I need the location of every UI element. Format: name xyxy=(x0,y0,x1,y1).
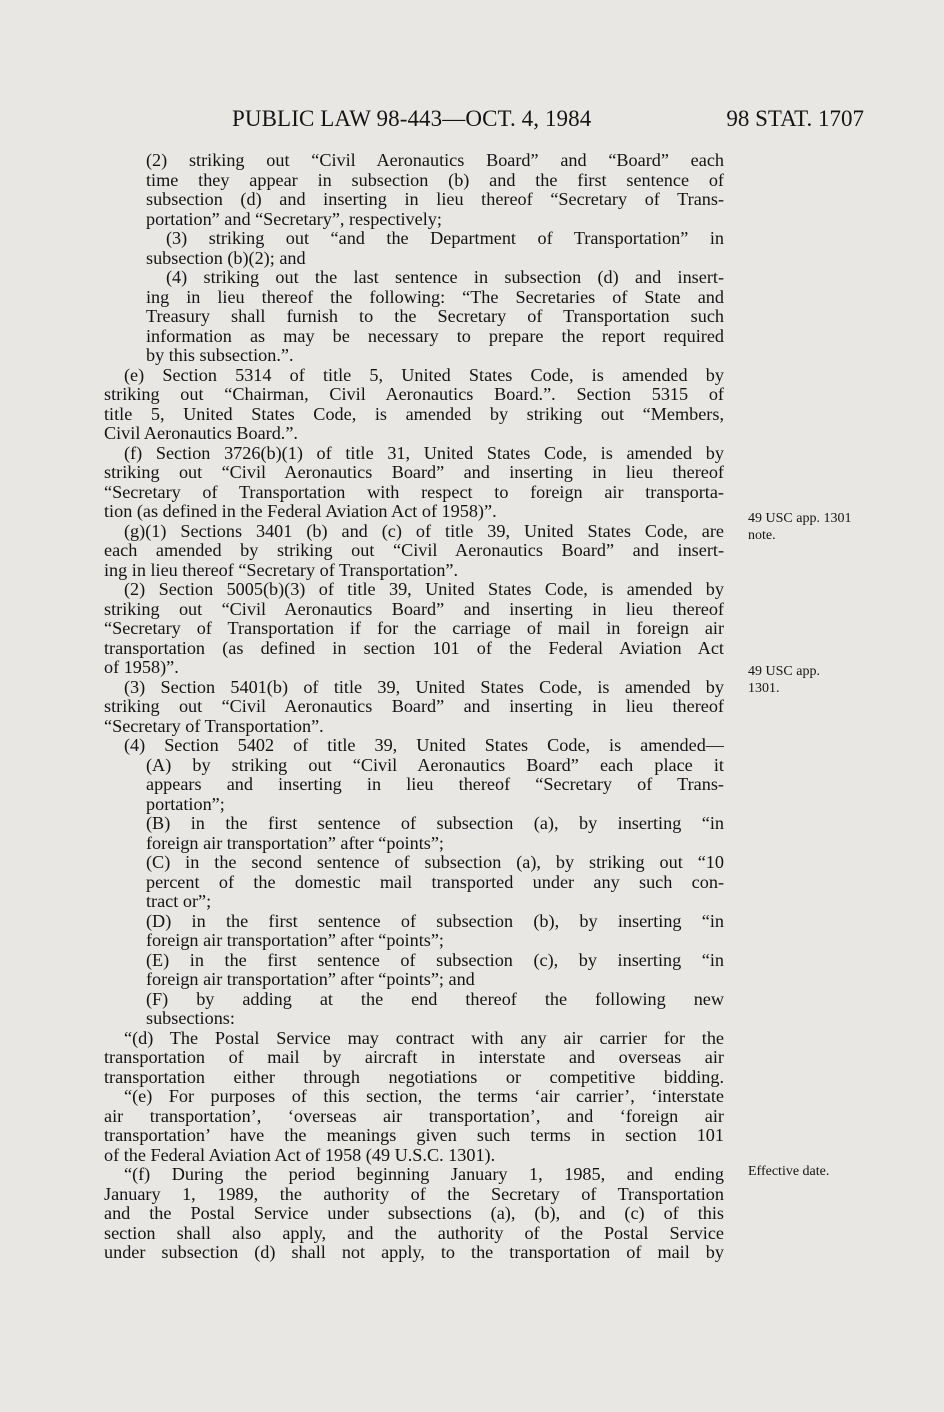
text-line: section shall also apply, and the authority of the Postal Service xyxy=(104,1222,724,1243)
text-line: “(d) The Postal Service may contract with any air carrier for the xyxy=(124,1027,724,1048)
text-line: (2) Section 5005(b)(3) of title 39, United States Code, is amended by xyxy=(124,579,724,599)
text-line: subsection (b)(2); and xyxy=(146,247,306,268)
text-line: transportation of mail by aircraft in interstate and overseas air xyxy=(104,1047,724,1067)
text-line: striking out “Civil Aeronautics Board” and inserting in lieu thereof xyxy=(104,696,724,716)
text-line: (2) striking out “Civil Aeronautics Board” and “Board” each xyxy=(146,150,724,170)
text-line: tract or”; xyxy=(146,891,212,911)
body-text xyxy=(104,151,724,1263)
text-line: portation” and “Secretary”, respectively; xyxy=(146,208,442,229)
text-line: portation”; xyxy=(146,793,225,814)
text-line: under subsection (d) shall not apply, to the transportation of mail by xyxy=(104,1242,724,1262)
text-line: (3) Section 5401(b) of title 39, United States Code, is amended by xyxy=(124,676,724,697)
text-line: (4) Section 5402 of title 39, United States Code, is amended— xyxy=(124,735,724,755)
text-line: striking out “Chairman, Civil Aeronautics Board.”. Section 5315 of xyxy=(104,384,724,404)
text-line: (g)(1) Sections 3401 (b) and (c) of title 39, United States Code, are xyxy=(124,520,724,541)
text-line: (3) striking out “and the Department of Transportation” in xyxy=(166,228,724,248)
margin-note-line: 49 USC app. xyxy=(748,664,820,679)
text-line: striking out “Civil Aeronautics Board” and inserting in lieu thereof xyxy=(104,462,724,482)
text-line: foreign air transportation” after “points”; xyxy=(146,930,444,950)
text-line: striking out “Civil Aeronautics Board” and inserting in lieu thereof xyxy=(104,598,724,619)
text-line: ing in lieu thereof the following: “The Secretaries of State and xyxy=(146,286,724,307)
margin-note-line: Effective date. xyxy=(748,1164,830,1179)
text-line: Treasury shall furnish to the Secretary of Transportation such xyxy=(146,306,724,326)
margin-note-line: note. xyxy=(748,528,776,543)
text-line: and the Postal Service under subsections (a), (b), and (c) of this xyxy=(104,1203,724,1223)
text-line: percent of the domestic mail transported under any such con- xyxy=(146,871,724,892)
margin-note xyxy=(748,510,851,544)
text-line: subsections: xyxy=(146,1008,235,1028)
text-line: “Secretary of Transportation if for the carriage of mail in foreign air xyxy=(104,618,724,638)
text-line: tion (as defined in the Federal Aviation Act of 1958)”. xyxy=(104,501,497,521)
text-line: title 5, United States Code, is amended by striking out “Members, xyxy=(104,403,724,424)
text-line: “(f) During the period beginning January 1, 1985, and ending xyxy=(124,1164,724,1184)
text-line: of the Federal Aviation Act of 1958 (49 U.S.C. 1301). xyxy=(104,1144,496,1165)
text-line: “(e) For purposes of this section, the terms ‘air carrier’, ‘interstate xyxy=(124,1086,724,1106)
text-line: foreign air transportation” after “points”; and xyxy=(146,969,475,989)
text-line: time they appear in subsection (b) and the first sentence of xyxy=(146,169,724,190)
text-line: appears and inserting in lieu thereof “Secretary of Trans- xyxy=(146,774,724,794)
text-line: (F) by adding at the end thereof the following new xyxy=(146,988,724,1009)
text-line: ing in lieu thereof “Secretary of Transportation”. xyxy=(104,559,459,580)
text-line: (D) in the first sentence of subsection (b), by inserting “in xyxy=(146,910,724,931)
text-line: transportation (as defined in section 101 of the Federal Aviation Act xyxy=(104,637,724,658)
text-line: “Secretary of Transportation”. xyxy=(104,715,324,736)
text-line: (f) Section 3726(b)(1) of title 31, United States Code, is amended by xyxy=(124,442,724,463)
text-line: (B) in the first sentence of subsection (a), by inserting “in xyxy=(146,813,724,833)
text-line: January 1, 1989, the authority of the Secretary of Transportation xyxy=(104,1183,724,1204)
text-line: of 1958)”. xyxy=(104,657,179,677)
text-line: (A) by striking out “Civil Aeronautics Board” each place it xyxy=(146,754,724,775)
text-line: Civil Aeronautics Board.”. xyxy=(104,423,298,443)
text-line: (C) in the second sentence of subsection (a), by striking out “10 xyxy=(146,852,724,872)
page-header-stat: 98 STAT. 1707 xyxy=(726,106,864,131)
text-line: each amended by striking out “Civil Aeronautics Board” and insert- xyxy=(104,540,724,560)
margin-note xyxy=(748,1163,829,1180)
page-header-title: PUBLIC LAW 98-443—OCT. 4, 1984 xyxy=(232,106,592,131)
text-line: subsection (d) and inserting in lieu thereof “Secretary of Trans- xyxy=(146,189,724,209)
text-line: information as may be necessary to prepare the report required xyxy=(146,325,724,346)
text-line: air transportation’, ‘overseas air transportation’, and ‘foreign air xyxy=(104,1105,724,1126)
margin-note xyxy=(748,663,820,697)
text-line: transportation either through negotiations or competitive bidding. xyxy=(104,1066,724,1087)
text-line: “Secretary of Transportation with respect to foreign air transporta- xyxy=(104,481,724,502)
text-line: (4) striking out the last sentence in subsection (d) and insert- xyxy=(166,267,724,287)
text-line: (E) in the first sentence of subsection (c), by inserting “in xyxy=(146,949,724,970)
margin-note-line: 1301. xyxy=(748,681,780,696)
text-line: by this subsection.”. xyxy=(146,345,294,365)
text-line: (e) Section 5314 of title 5, United States Code, is amended by xyxy=(124,364,724,385)
margin-note-line: 49 USC app. 1301 xyxy=(748,511,852,526)
text-line: foreign air transportation” after “points”; xyxy=(146,832,444,853)
text-line: transportation’ have the meanings given such terms in section 101 xyxy=(104,1125,724,1145)
